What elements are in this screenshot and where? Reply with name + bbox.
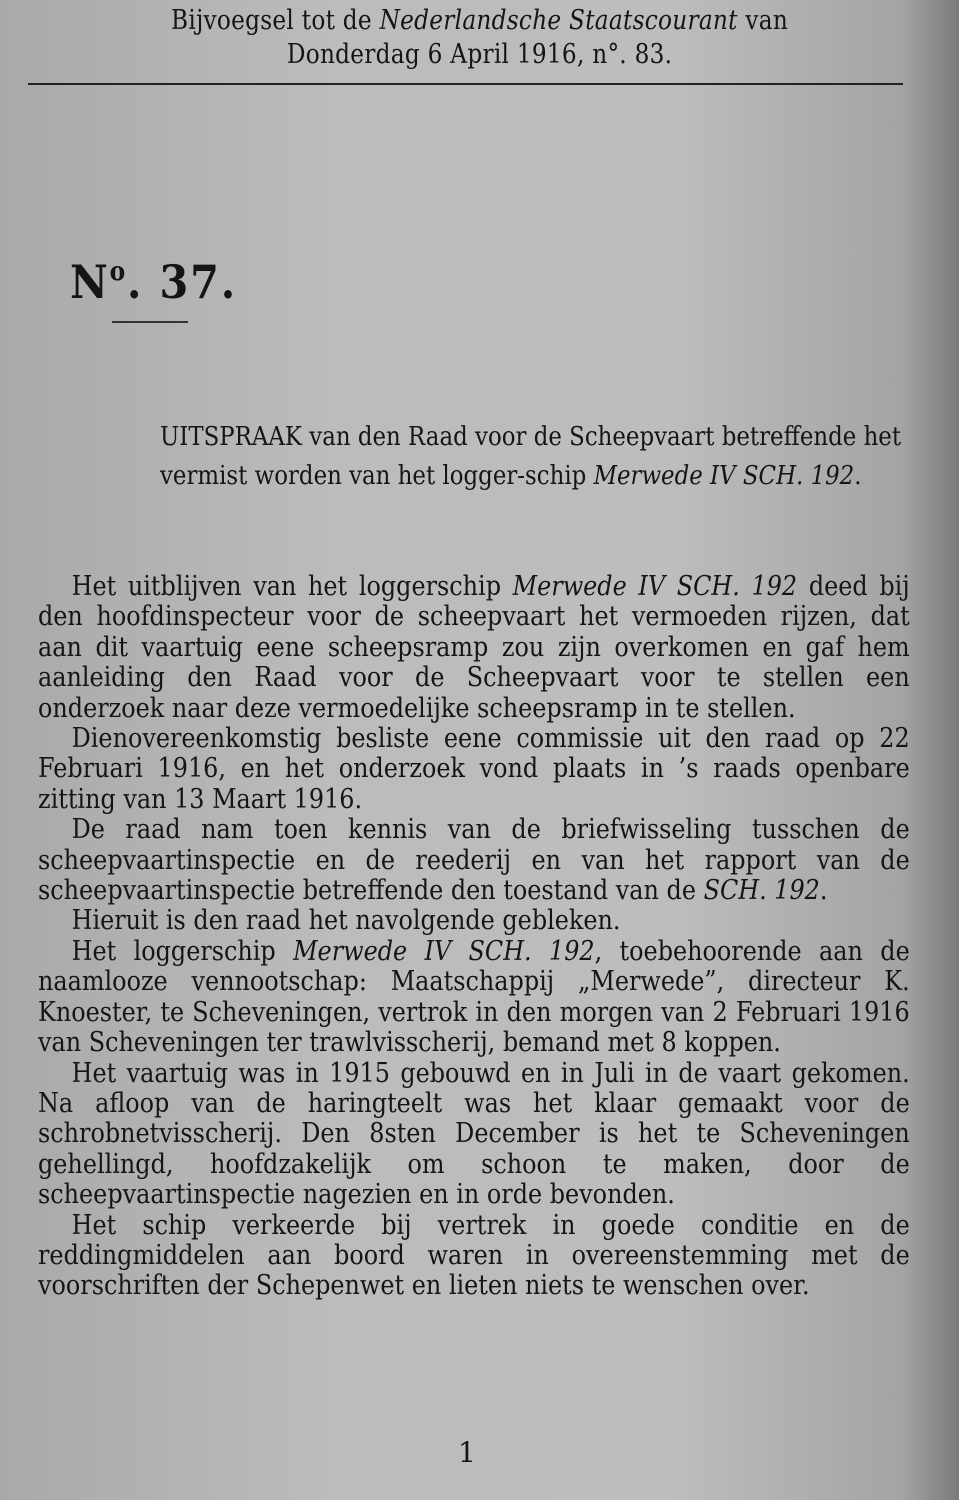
paragraph: Het schip verkeerde bij vertrek in goede conditie en de reddingmiddelen aan boord waren in overeenstemming met de voorschriften der Schepenwet en lieten niets te wenschen over. [38,1209,910,1302]
paragraph: De raad nam toen kennis van de briefwisseling tusschen de scheepvaartinspectie en de reederij en van het rapport van de scheepvaartinspectie betreffende den toestand van de SCH. 192. [38,814,910,907]
header-line-1: Bijvoegsel tot de Nederlandsche Staatscourant van [171,5,789,36]
paragraph: Dienovereenkomstig besliste eene commissie uit den raad op 22 Februari 1916, en het onderzoek vond plaats in ’s raads openbare zitting van 13 Maart 1916. [38,723,910,815]
number-divider [112,321,188,323]
header-line-2: Donderdag 6 April 1916, n°. 83. [286,39,673,70]
document-body [38,572,910,1302]
document-title: UITSPRAAK van den Raad voor de Scheepvaart betreffende het vermist worden van het logger-schip Merwede IV SCH. 192. [160,422,902,491]
paragraph: Hieruit is den raad het navolgende gebleken. [71,905,621,937]
page-number: 1 [458,1436,476,1469]
header-divider [28,83,903,85]
document-number: $N^o$. 37. [70,255,237,309]
paragraph: Het vaartuig was in 1915 gebouwd en in Juli in de vaart gekomen. Na afloop van de haringteelt was het klaar gemaakt voor de schrobnetvisscherij. Den 8sten December is het te Scheveningen gehellingd, hoofdzakelijk om schoon te maken, door de scheepvaartinspectie nagezien en in orde bevonden. [38,1057,910,1211]
paragraph: Het loggerschip Merwede IV SCH. 192, toebehoorende aan de naamlooze vennootschap: Maatschappij „Merwede”, directeur K. Knoester, te Scheveningen, vertrok in den morgen van 2 Februari 1916 van Scheveningen ter trawlvisscherij, bemand met 8 koppen. [38,935,910,1059]
paragraph: Het uitblijven van het loggerschip Merwede IV SCH. 192 deed bij den hoofdinspecteur voor de scheepvaart het vermoeden rijzen, dat aan dit vaartuig eene scheepsramp zou zijn overkomen en gaf hem aanleiding den Raad voor de Scheepvaart voor te stellen een onderzoek naar deze vermoedelijke scheepsramp in te stellen. [38,571,910,724]
gazette-header [67,4,892,72]
gazette-name: Nederlandsche Staatscourant [379,5,738,36]
ship-name: Merwede IV SCH. 192 [593,461,855,491]
